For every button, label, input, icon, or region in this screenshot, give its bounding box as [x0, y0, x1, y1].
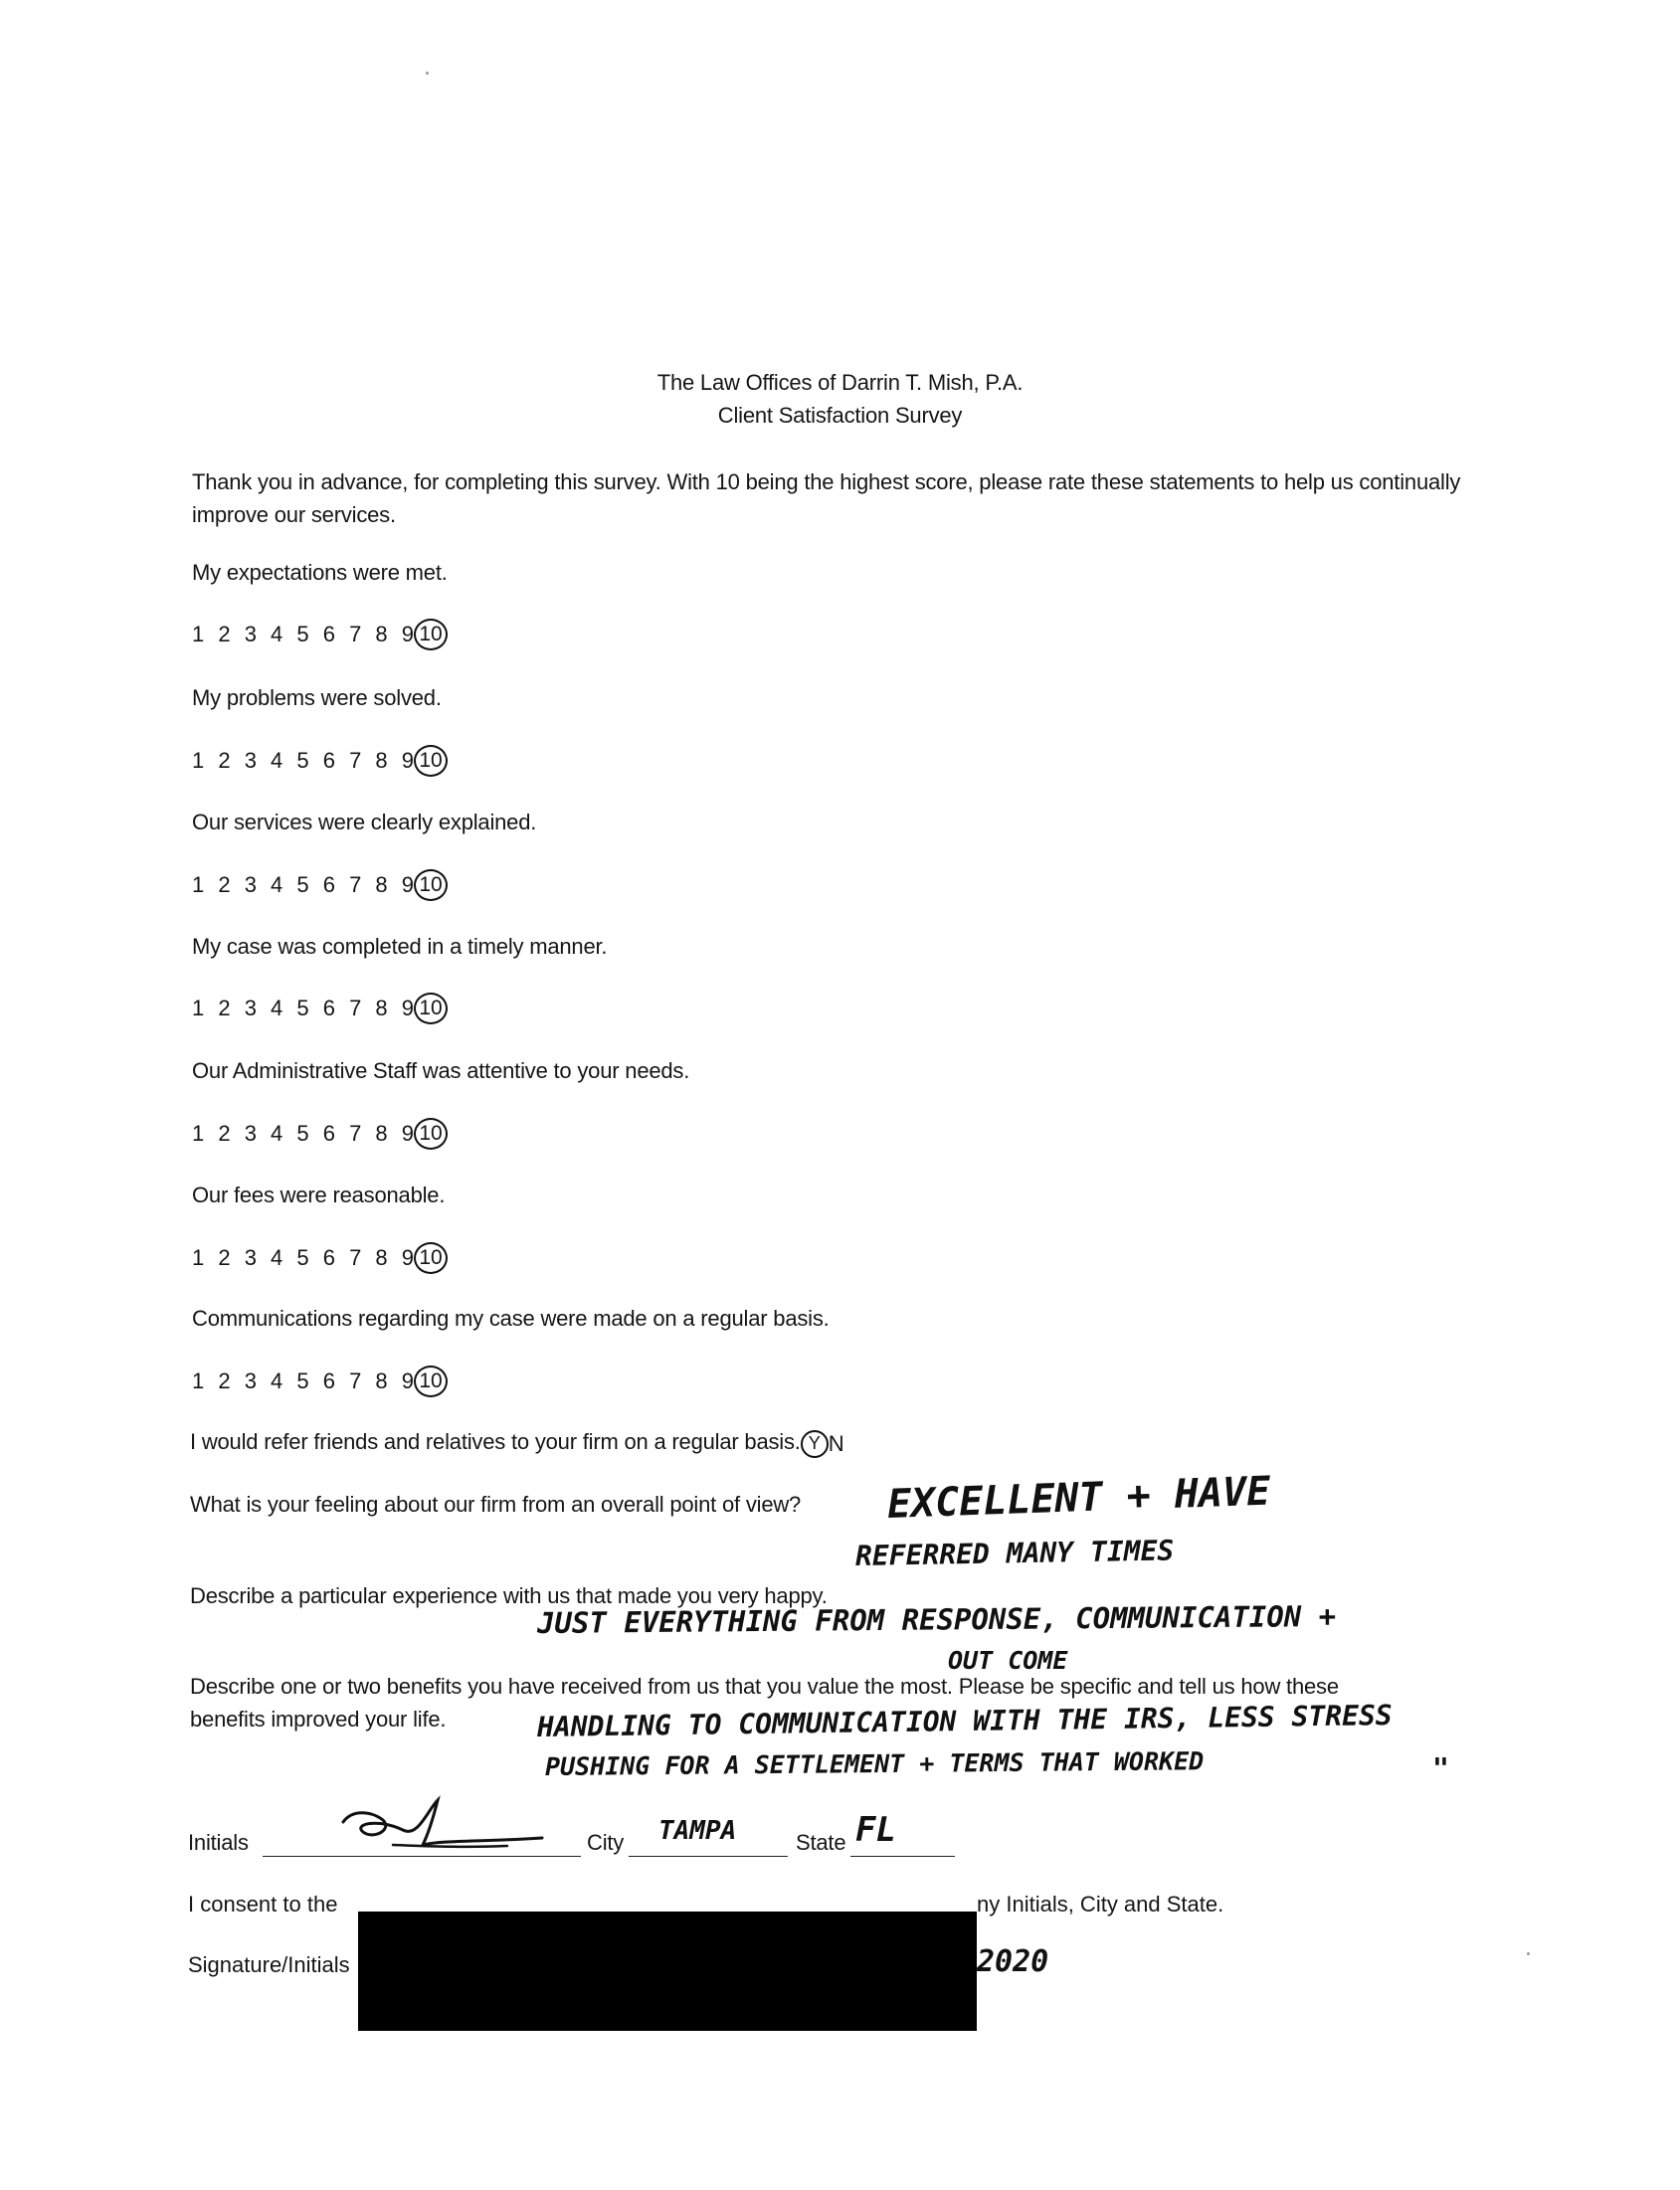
benefits-answer-mark: ": [1432, 1752, 1449, 1785]
rating-scale-3: [192, 869, 448, 901]
question-6: Our fees were reasonable.: [192, 1183, 446, 1207]
rating-selected-circle: 10: [414, 619, 448, 650]
rating-scale-numbers: 1 2 3 4 5 6 7 8 9: [192, 622, 419, 646]
question-5: Our Administrative Staff was attentive to your needs.: [192, 1058, 690, 1083]
firm-name: The Law Offices of Darrin T. Mish, P.A.: [656, 370, 1024, 395]
experience-answer-line-1: JUST EVERYTHING FROM RESPONSE, COMMUNICATION +: [536, 1598, 1337, 1640]
question-1: My expectations were met.: [192, 560, 448, 585]
state-label: State: [796, 1830, 846, 1855]
consent-text-start: I consent to the: [188, 1892, 338, 1916]
state-underline: [850, 1856, 955, 1857]
experience-question: Describe a particular experience with us that made you very happy.: [190, 1583, 828, 1608]
rating-scale-2: [192, 745, 448, 777]
signature-label: Signature/Initials: [188, 1952, 350, 1977]
scan-speck: [1527, 1952, 1530, 1955]
consent-text-end: ny Initials, City and State.: [977, 1892, 1224, 1916]
rating-scale-5: [192, 1118, 448, 1150]
initials-handwritten-mark: [333, 1790, 552, 1860]
rating-scale-numbers: 1 2 3 4 5 6 7 8 9: [192, 748, 419, 773]
survey-title: Client Satisfaction Survey: [717, 403, 963, 428]
rating-scale-1: [192, 619, 448, 650]
benefits-answer-line-1: HANDLING TO COMMUNICATION WITH THE IRS, LESS STRESS: [536, 1698, 1393, 1743]
rating-scale-7: [192, 1366, 448, 1397]
state-value: FL: [855, 1810, 896, 1850]
rating-selected-circle: 10: [414, 869, 448, 901]
rating-scale-numbers: 1 2 3 4 5 6 7 8 9: [192, 1369, 419, 1393]
refer-text: I would refer friends and relatives to your firm on a regular basis.: [190, 1429, 801, 1454]
yes-no-choice: [801, 1430, 844, 1458]
question-3: Our services were clearly explained.: [192, 810, 537, 834]
redaction-block: [358, 1912, 977, 2031]
rating-selected-circle: 10: [414, 1118, 448, 1150]
benefits-question-line-2: benefits improved your life.: [190, 1707, 447, 1732]
yes-selected-circle: Y: [801, 1430, 829, 1458]
overall-answer-line-2: REFERRED MANY TIMES: [854, 1534, 1175, 1572]
overall-answer-line-1: EXCELLENT + HAVE: [886, 1468, 1271, 1528]
no-option: N: [828, 1430, 844, 1456]
scan-speck: [426, 72, 429, 75]
rating-selected-circle: 10: [414, 1242, 448, 1274]
rating-scale-numbers: 1 2 3 4 5 6 7 8 9: [192, 1245, 419, 1270]
rating-scale-6: [192, 1242, 448, 1274]
question-7: Communications regarding my case were made on a regular basis.: [192, 1306, 830, 1331]
rating-selected-circle: 10: [414, 993, 448, 1024]
initials-label: Initials: [188, 1830, 249, 1855]
benefits-question-line-1: Describe one or two benefits you have received from us that you value the most. Please be specific and tell us how these: [190, 1674, 1339, 1699]
overall-question: What is your feeling about our firm from an overall point of view?: [190, 1492, 802, 1517]
city-value: TAMPA: [658, 1816, 737, 1846]
rating-scale-4: [192, 993, 448, 1024]
experience-answer-line-2: OUT COME: [948, 1646, 1068, 1675]
question-4: My case was completed in a timely manner.: [192, 934, 608, 959]
rating-selected-circle: 10: [414, 1366, 448, 1397]
signature-date-fragment: 2020: [977, 1944, 1049, 1979]
rating-scale-numbers: 1 2 3 4 5 6 7 8 9: [192, 872, 419, 897]
rating-selected-circle: 10: [414, 745, 448, 777]
benefits-answer-line-2: PUSHING FOR A SETTLEMENT + TERMS THAT WORKED: [544, 1746, 1205, 1781]
rating-scale-numbers: 1 2 3 4 5 6 7 8 9: [192, 996, 419, 1020]
city-underline: [629, 1856, 788, 1857]
question-2: My problems were solved.: [192, 685, 442, 710]
rating-scale-numbers: 1 2 3 4 5 6 7 8 9: [192, 1121, 419, 1146]
refer-question: [190, 1429, 843, 1458]
intro-text: Thank you in advance, for completing this survey. With 10 being the highest score, please rate these statements to help us continually improve our services.: [192, 469, 1461, 527]
city-label: City: [587, 1830, 625, 1855]
